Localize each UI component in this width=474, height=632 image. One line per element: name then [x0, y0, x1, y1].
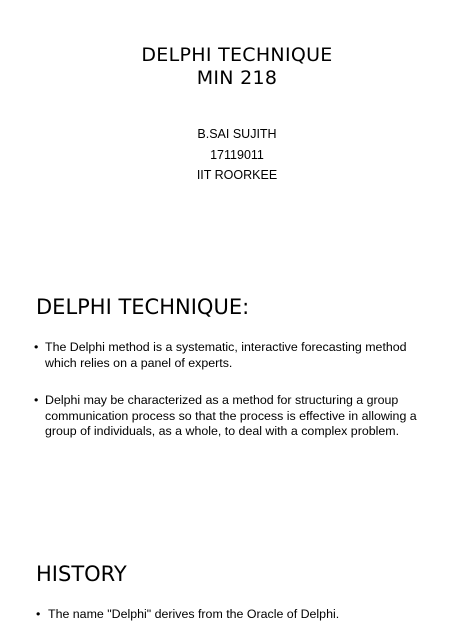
slide-delphi-technique	[0, 268, 474, 530]
title-line-1: DELPHI TECHNIQUE	[141, 44, 333, 66]
title-line-2: MIN 218	[196, 67, 278, 89]
slide-heading: DELPHI TECHNIQUE:	[36, 295, 250, 319]
bullet-item	[34, 393, 434, 440]
bullet-text: The name "Delphi" derives from the Oracle of Delphi.	[48, 607, 340, 621]
slide-history	[0, 530, 474, 632]
bullet-item	[34, 340, 434, 371]
author-institute: IIT ROORKEE	[196, 168, 278, 182]
bullet-text: The Delphi method is a systematic, interactive forecasting method which relies on a panel of experts.	[45, 340, 407, 370]
bullet-list	[36, 607, 436, 623]
bullet-item	[36, 607, 436, 623]
slide-title	[0, 0, 474, 268]
author-id: 17119011	[210, 147, 264, 162]
bullet-icon: •	[34, 393, 39, 408]
author-info	[0, 124, 474, 186]
bullet-text: Delphi may be characterized as a method for structuring a group communication process so that the process is effective in allowing a group of individuals, as a whole, to deal with a complex problem.	[45, 393, 417, 439]
presentation-title	[0, 44, 474, 90]
bullet-icon: •	[34, 340, 39, 354]
author-name: B.SAI SUJITH	[197, 127, 277, 141]
bullet-list	[34, 340, 434, 440]
slide-heading: HISTORY	[36, 562, 127, 586]
bullet-icon: •	[36, 607, 41, 621]
